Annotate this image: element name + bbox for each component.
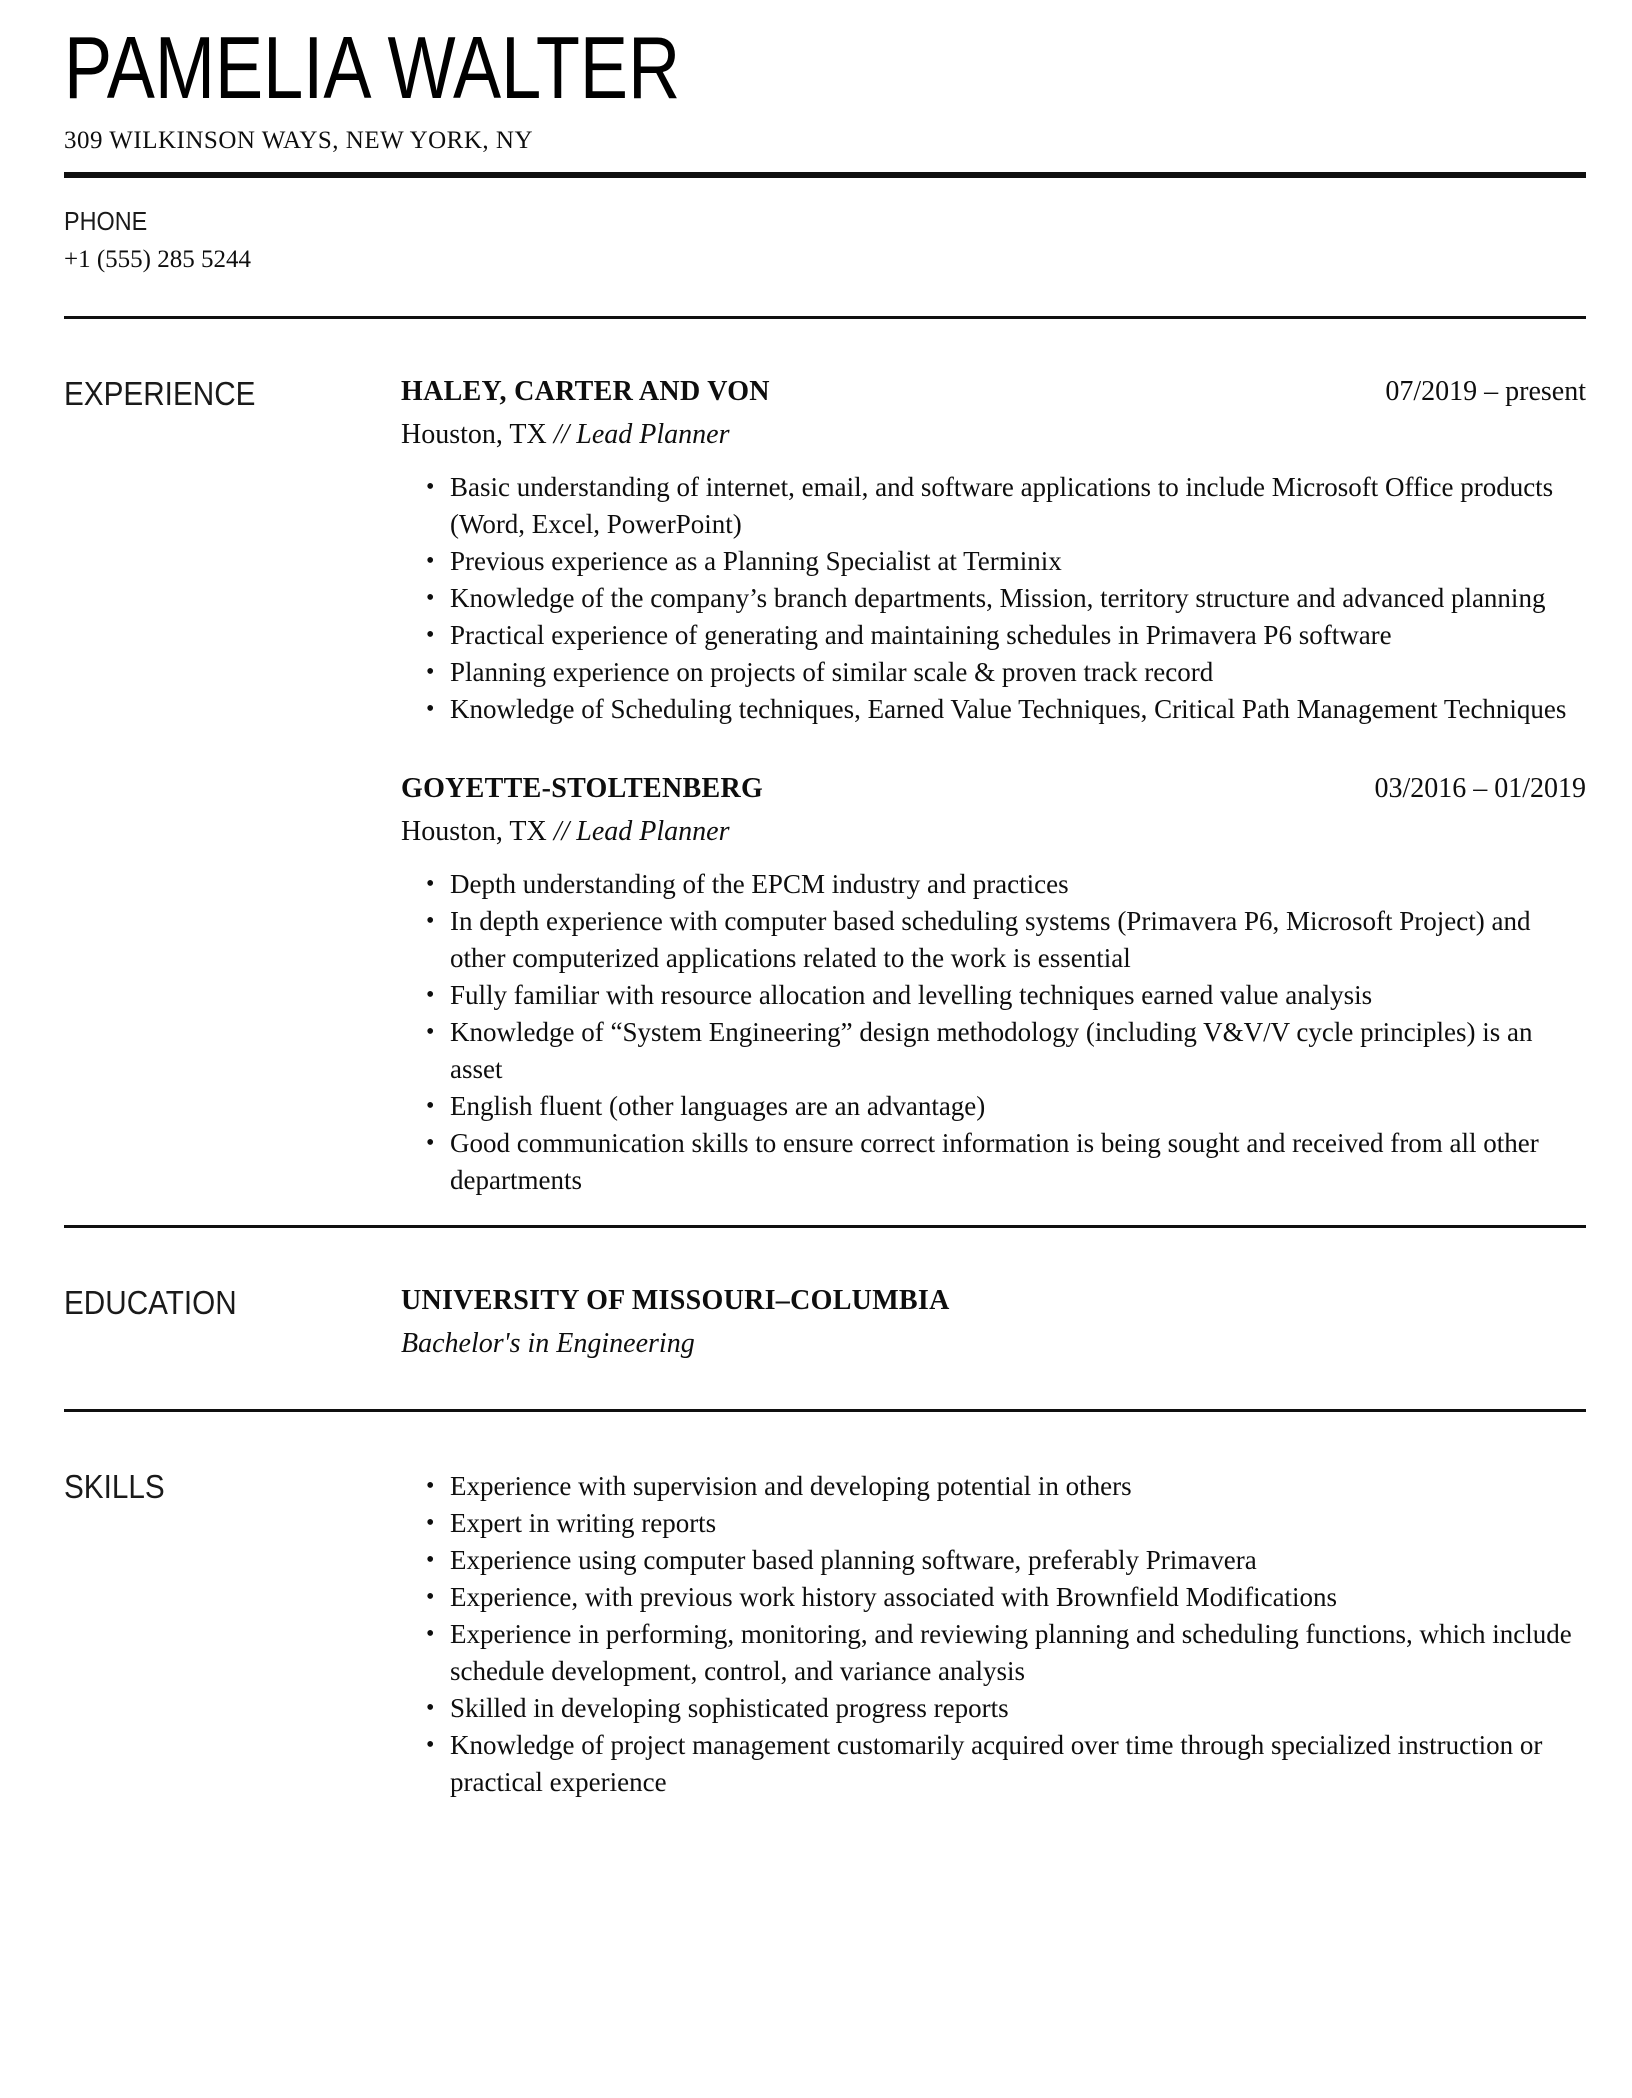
job-title-text: Lead Planner <box>576 816 730 847</box>
bullet-item <box>401 1468 1586 1505</box>
job-header <box>401 772 1586 806</box>
bullet-text: In depth experience with computer based scheduling systems (Primavera P6, Microsoft Project) and other computerized applications related to the work is essential <box>450 906 1531 973</box>
bullet-item <box>401 1727 1586 1801</box>
education-content <box>401 1284 1586 1361</box>
job-dates: 07/2019 – present <box>1385 376 1586 407</box>
resume-header <box>64 0 1586 156</box>
skills-section-label: SKILLS <box>64 1468 165 1505</box>
job-title <box>554 419 730 450</box>
skills-section <box>64 1468 1586 1801</box>
bullet-item <box>401 543 1586 580</box>
education-section-label: EDUCATION <box>64 1284 237 1321</box>
company-name: HALEY, CARTER AND VON <box>401 376 770 407</box>
bullet-text: Experience, with previous work history associated with Brownfield Modifications <box>450 1582 1338 1612</box>
experience-content <box>401 375 1586 1199</box>
bullet-item <box>401 469 1586 543</box>
bullet-text: Skilled in developing sophisticated progress reports <box>450 1693 1009 1723</box>
bullet-text: Basic understanding of internet, email, and software applications to include Microsoft Office products (Word, Excel, PowerPoint) <box>450 472 1554 539</box>
job-title-separator: // <box>553 816 570 847</box>
bullet-item <box>401 1542 1586 1579</box>
bullet-text: Knowledge of the company’s branch departments, Mission, territory structure and advanced planning <box>450 583 1546 613</box>
job-header <box>401 375 1586 409</box>
skills-label-cell <box>64 1468 401 1801</box>
bullet-item <box>401 1125 1586 1199</box>
bullet-text: Good communication skills to ensure correct information is being sought and received from all other departments <box>450 1128 1539 1195</box>
bullet-item <box>401 866 1586 903</box>
bullet-text: English fluent (other languages are an advantage) <box>450 1091 986 1121</box>
education-section <box>64 1284 1586 1361</box>
company-name: GOYETTE-STOLTENBERG <box>401 773 764 804</box>
degree: Bachelor's in Engineering <box>401 1328 695 1359</box>
bullet-text: Planning experience on projects of similar scale & proven track record <box>450 657 1214 687</box>
skills-content <box>401 1468 1586 1801</box>
bullet-item <box>401 977 1586 1014</box>
bullet-text: Knowledge of project management customarily acquired over time through specialized instruction or practical experience <box>450 1730 1543 1797</box>
phone-number: +1 (555) 285 5244 <box>64 246 251 273</box>
phone-label-row <box>64 208 1586 234</box>
job-entry-1 <box>401 375 1586 728</box>
bullet-item <box>401 1088 1586 1125</box>
bullet-text: Expert in writing reports <box>450 1508 717 1538</box>
job-location: Houston, TX <box>401 816 547 847</box>
skills-bullet-list <box>401 1468 1586 1801</box>
job-title-separator: // <box>553 419 570 450</box>
bullet-item <box>401 654 1586 691</box>
person-name: PAMELIA WALTER <box>64 18 681 117</box>
section-divider-skills <box>64 1409 1586 1412</box>
bullet-text: Experience in performing, monitoring, and reviewing planning and scheduling functions, which include schedule development, control, and variance analysis <box>450 1619 1572 1686</box>
bullet-text: Knowledge of Scheduling techniques, Earned Value Techniques, Critical Path Management Techniques <box>450 694 1567 724</box>
school-name: UNIVERSITY OF MISSOURI–COLUMBIA <box>401 1285 950 1316</box>
job-dates: 03/2016 – 01/2019 <box>1374 773 1586 804</box>
job-title <box>554 816 730 847</box>
experience-section <box>64 375 1586 1199</box>
bullet-text: Experience using computer based planning software, preferably Primavera <box>450 1545 1257 1575</box>
job-location: Houston, TX <box>401 419 547 450</box>
bullet-item <box>401 1014 1586 1088</box>
bullet-text: Knowledge of “System Engineering” design methodology (including V&V/V cycle principles) is an asset <box>450 1017 1533 1084</box>
job-title-text: Lead Planner <box>576 419 730 450</box>
phone-label: PHONE <box>64 206 148 236</box>
bullet-item <box>401 1616 1586 1690</box>
bullet-text: Fully familiar with resource allocation and levelling techniques earned value analysis <box>450 980 1373 1010</box>
bullet-text: Experience with supervision and developing potential in others <box>450 1471 1132 1501</box>
job-bullet-list <box>401 469 1586 728</box>
section-divider-education <box>64 1225 1586 1228</box>
bullet-item <box>401 1505 1586 1542</box>
bullet-text: Practical experience of generating and maintaining schedules in Primavera P6 software <box>450 620 1392 650</box>
bullet-item <box>401 580 1586 617</box>
job-bullet-list <box>401 866 1586 1199</box>
bullet-text: Depth understanding of the EPCM industry and practices <box>450 869 1069 899</box>
job-entry-2 <box>401 772 1586 1199</box>
experience-label-cell <box>64 375 401 1199</box>
section-divider-experience <box>64 316 1586 319</box>
header-rule <box>64 172 1586 178</box>
education-label-cell <box>64 1284 401 1361</box>
contact-block <box>64 208 1586 276</box>
address: 309 WILKINSON WAYS, NEW YORK, NY <box>64 127 534 154</box>
bullet-item <box>401 617 1586 654</box>
bullet-item <box>401 903 1586 977</box>
bullet-item <box>401 1690 1586 1727</box>
bullet-item <box>401 1579 1586 1616</box>
bullet-item <box>401 691 1586 728</box>
experience-section-label: EXPERIENCE <box>64 375 256 412</box>
page-title <box>64 0 1586 117</box>
bullet-text: Previous experience as a Planning Specialist at Terminix <box>450 546 1062 576</box>
job-subheader <box>401 815 1586 849</box>
job-subheader <box>401 418 1586 452</box>
